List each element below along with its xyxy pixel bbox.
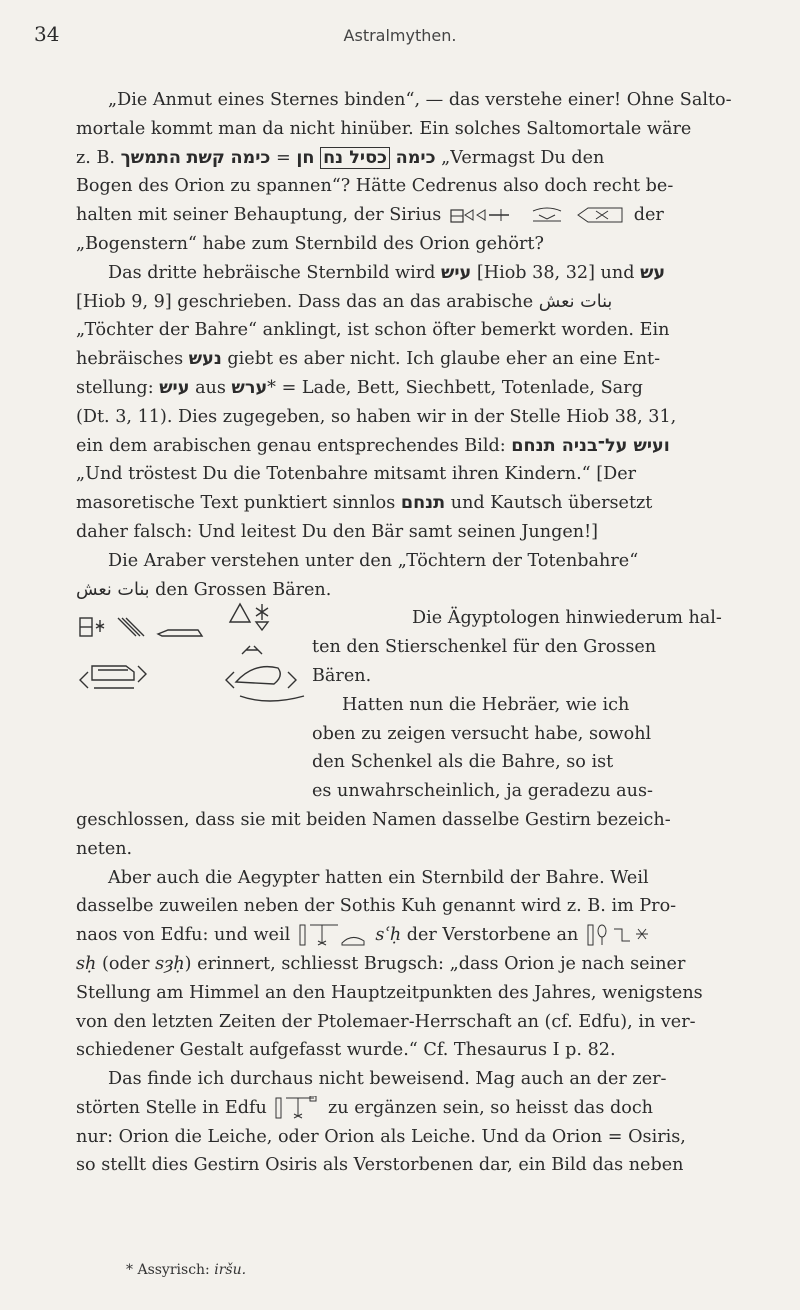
text-line xyxy=(76,201,788,230)
text-line: z. B. כימה כסיל נח חן = כימה קשת התמשך „Vermagst Du den xyxy=(76,147,605,168)
bier-sign-top-icon xyxy=(80,618,202,636)
text-segment: störten Stelle in Edfu xyxy=(76,1097,267,1118)
hebrew-word: תנחם xyxy=(400,493,446,514)
footnote-text: Assyrisch: xyxy=(137,1262,210,1278)
hieroglyph-sirius-icon xyxy=(449,206,519,224)
text-segment: geschlossen, dass sie mit beiden Namen dasselbe Gestirn bezeich- xyxy=(76,809,671,830)
hebrew-word: עיש xyxy=(159,377,190,398)
text-segment: ten den Stierschenkel für den Grossen xyxy=(312,637,657,658)
text-segment: „Und tröstest Du die Totenbahre mitsamt ihren Kindern.“ [Der xyxy=(76,464,637,485)
text-line xyxy=(76,403,788,432)
text-segment: der xyxy=(633,205,664,226)
text-line xyxy=(76,1123,788,1152)
text-segment: so stellt dies Gestirn Osiris als Verstorbenen dar, ein Bild das neben xyxy=(76,1155,684,1176)
hebrew-word: עיש xyxy=(441,262,472,283)
text-line xyxy=(76,806,788,835)
hebrew-word: חן xyxy=(296,147,315,168)
text-line xyxy=(76,777,788,806)
text-line xyxy=(76,172,788,201)
text-segment: = Lade, Bett, Siechbett, Totenlade, Sarg xyxy=(281,377,643,398)
text-segment: „Vermagst Du den xyxy=(441,147,605,168)
text-line xyxy=(76,950,788,979)
hebrew-word: ועיש על־בניה תנחם xyxy=(511,435,670,456)
text-segment: (Dt. 3, 11). Dies zugegeben, so haben wir in der Stelle Hiob 38, 31, xyxy=(76,406,677,427)
text-segment: masoretische Text punktiert sinnlos xyxy=(76,493,396,514)
text-segment: naos von Edfu: und weil xyxy=(76,925,291,946)
text-segment: Das finde ich durchaus nicht beweisend. Mag auch an der zer- xyxy=(108,1069,667,1090)
text-line xyxy=(76,259,788,288)
text-segment: ) xyxy=(184,953,192,974)
text-segment: der Verstorbene an xyxy=(406,925,579,946)
arabic-word: بنات نعش xyxy=(538,291,613,312)
text-line xyxy=(76,230,788,259)
text-segment: den Schenkel als die Bahre, so ist xyxy=(312,752,614,773)
translit-text: sḥ xyxy=(76,953,97,974)
text-line xyxy=(76,316,788,345)
text-segment: erinnert, schliesst Brugsch: „dass Orion je nach seiner xyxy=(197,953,686,974)
footnote xyxy=(126,1262,246,1278)
text-line xyxy=(76,1008,788,1037)
text-segment: z. B. xyxy=(76,147,115,168)
text-segment: zu ergänzen sein, so heisst das doch xyxy=(328,1097,654,1118)
text-line xyxy=(76,1151,788,1180)
text-line xyxy=(76,864,788,893)
text-segment: nur: Orion die Leiche, oder Orion als Leiche. Und da Orion = Osiris, xyxy=(76,1126,686,1147)
text-line xyxy=(76,86,788,115)
text-segment: den Grossen Bären. xyxy=(155,579,332,600)
text-segment: giebt es aber nicht. Ich glaube eher an eine Ent- xyxy=(227,349,661,370)
text-segment: mortale kommt man da nicht hinüber. Ein solches Saltomortale wäre xyxy=(76,118,692,139)
text-line xyxy=(76,460,788,489)
hebrew-word: נעש xyxy=(188,349,222,370)
text-segment: [Hiob 9, 9] geschrieben. Dass das an das arabische xyxy=(76,291,534,312)
text-segment: Das dritte hebräische Sternbild wird xyxy=(108,262,436,283)
text-line xyxy=(76,892,788,921)
text-segment: daher falsch: Und leitest Du den Bär samt seinen Jungen!] xyxy=(76,521,599,542)
bier-sign-left-icon xyxy=(80,666,146,688)
text-line xyxy=(76,921,788,950)
text-line xyxy=(76,432,788,461)
text-segment: oben zu zeigen versucht habe, sowohl xyxy=(312,723,652,744)
text-line xyxy=(76,288,788,317)
hebrew-word: התמשך xyxy=(120,147,181,168)
text-line xyxy=(76,115,788,144)
text-segment: „Töchter der Bahre“ anklingt, ist schon öfter bemerkt worden. Ein xyxy=(76,320,670,341)
text-segment: ein dem arabischen genau entsprechendes Bild: xyxy=(76,435,506,456)
hebrew-word: כסיל נח xyxy=(320,147,390,169)
text-segment: „Bogenstern“ habe zum Sternbild des Orion gehört? xyxy=(76,233,544,254)
hieroglyph-figure xyxy=(78,596,308,726)
text-segment: „Die Anmut eines Sternes binden“, — das verstehe einer! Ohne Salto- xyxy=(108,90,732,110)
translit-text: sʿḥ xyxy=(375,925,402,946)
text-line xyxy=(76,489,788,518)
page-number: 34 xyxy=(34,22,60,46)
footnote-marker: * xyxy=(126,1262,133,1278)
hebrew-word: כימה xyxy=(395,147,436,168)
text-segment: Bogen des Orion zu spannen“? Hätte Cedrenus also doch recht be- xyxy=(76,176,674,197)
hieroglyph-star-icon xyxy=(574,205,626,225)
text-line xyxy=(76,345,788,374)
hebrew-word: עש xyxy=(640,262,666,283)
hebrew-word: קשת xyxy=(186,147,225,168)
text-segment: Stellung am Himmel an den Hauptzeitpunkten des Jahres, wenigstens xyxy=(76,982,703,1003)
text-segment: stellung: xyxy=(76,377,154,398)
text-segment: schiedener Gestalt aufgefasst wurde.“ Cf. Thesaurus I p. 82. xyxy=(76,1040,616,1061)
running-title: Astralmythen. xyxy=(343,26,457,45)
footnote-word: iršu. xyxy=(214,1262,247,1278)
text-segment: (oder xyxy=(101,953,150,974)
text-line xyxy=(76,374,788,403)
text-segment: aus xyxy=(195,377,226,398)
hieroglyph-sah-icon xyxy=(298,923,368,947)
arabic-word: بنات نعش xyxy=(76,579,150,600)
hieroglyph-ankh-icon xyxy=(586,923,656,947)
text-line xyxy=(76,979,788,1008)
bier-sign-right-icon xyxy=(226,646,304,701)
text-segment: hebräisches xyxy=(76,349,184,370)
text-line xyxy=(76,748,788,777)
hebrew-word: ערש xyxy=(231,377,268,398)
hebrew-word: כימה xyxy=(230,147,271,168)
text-line xyxy=(76,518,788,547)
text-segment: Bären. xyxy=(312,665,372,686)
text-segment: Die Araber verstehen unter den „Töchtern der Totenbahre“ xyxy=(108,550,639,571)
text-line xyxy=(76,547,788,576)
star-triangle-icon xyxy=(230,604,268,630)
text-line xyxy=(76,1065,788,1094)
text-segment: und Kautsch übersetzt xyxy=(450,493,653,514)
text-line xyxy=(76,1094,788,1123)
footnote-marker: * xyxy=(267,377,276,398)
text-segment: dasselbe zuweilen neben der Sothis Kuh genannt wird z. B. im Pro- xyxy=(76,896,677,917)
hieroglyph-bow-icon xyxy=(529,205,565,225)
text-line xyxy=(76,835,788,864)
text-segment: Aber auch die Aegypter hatten ein Sternbild der Bahre. Weil xyxy=(108,867,649,888)
text-line xyxy=(76,1036,788,1065)
hieroglyph-sah-fragment-icon xyxy=(274,1096,320,1120)
text-segment: Hatten nun die Hebräer, wie ich xyxy=(342,694,630,715)
text-segment: [Hiob 38, 32] und xyxy=(476,262,635,283)
text-segment: halten mit seiner Behauptung, der Sirius xyxy=(76,205,442,226)
text-segment: es unwahrscheinlich, ja geradezu aus- xyxy=(312,781,653,802)
text-segment: von den letzten Zeiten der Ptolemaer-Herrschaft an (cf. Edfu), in ver- xyxy=(76,1011,696,1032)
translit-text: sȝḥ xyxy=(155,953,185,974)
text-segment: neten. xyxy=(76,838,133,859)
text-segment: Die Ägyptologen hinwiederum hal- xyxy=(412,608,722,629)
